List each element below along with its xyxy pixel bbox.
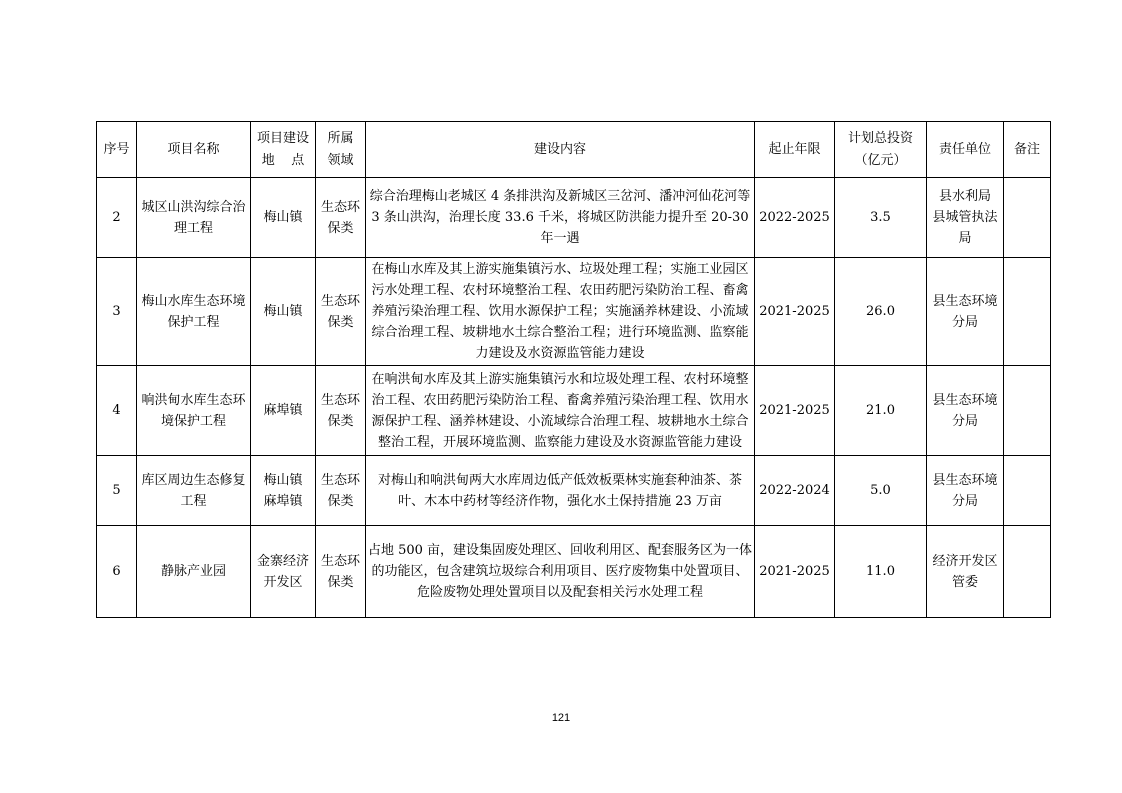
cell-remarks xyxy=(1004,456,1051,526)
table-row xyxy=(97,456,1051,526)
cell-investment: 11.0 xyxy=(835,526,927,618)
cell-seq: 4 xyxy=(97,366,137,456)
cell-field: 生态环 保类 xyxy=(316,178,366,258)
table-row xyxy=(97,178,1051,258)
cell-investment: 5.0 xyxy=(835,456,927,526)
cell-seq: 2 xyxy=(97,178,137,258)
header-content: 建设内容 xyxy=(366,122,755,178)
cell-content: 综合治理梅山老城区 4 条排洪沟及新城区三岔河、潘冲河仙花河等 3 条山洪沟，治理长度 33.6 千米，将城区防洪能力提升至 20-30 年一遇 xyxy=(366,178,755,258)
cell-remarks xyxy=(1004,526,1051,618)
cell-unit: 县生态环境 分局 xyxy=(927,258,1004,366)
cell-unit: 县生态环境 分局 xyxy=(927,366,1004,456)
cell-seq: 3 xyxy=(97,258,137,366)
header-unit: 责任单位 xyxy=(927,122,1004,178)
cell-unit: 县生态环境 分局 xyxy=(927,456,1004,526)
header-field: 所属 领域 xyxy=(316,122,366,178)
cell-location: 金寨经济 开发区 xyxy=(251,526,316,618)
cell-location: 梅山镇 xyxy=(251,258,316,366)
page-number: 121 xyxy=(551,712,571,724)
cell-seq: 5 xyxy=(97,456,137,526)
header-period: 起止年限 xyxy=(755,122,835,178)
table-row xyxy=(97,258,1051,366)
cell-unit: 经济开发区 管委 xyxy=(927,526,1004,618)
cell-unit: 县水利局 县城管执法 局 xyxy=(927,178,1004,258)
cell-name: 响洪甸水库生态环 境保护工程 xyxy=(137,366,251,456)
cell-field: 生态环 保类 xyxy=(316,526,366,618)
header-name: 项目名称 xyxy=(137,122,251,178)
project-table xyxy=(96,121,1051,618)
cell-seq: 6 xyxy=(97,526,137,618)
cell-period: 2021-2025 xyxy=(755,526,835,618)
table-row xyxy=(97,526,1051,618)
cell-content: 在响洪甸水库及其上游实施集镇污水和垃圾处理工程、农村环境整治工程、农田药肥污染防治工程、畜禽养殖污染治理工程、饮用水源保护工程、涵养林建设、小流域综合治理工程、坡耕地水土综合整治工程，开展环境监测、监察能力建设及水资源监管能力建设 xyxy=(366,366,755,456)
cell-name: 静脉产业园 xyxy=(137,526,251,618)
cell-investment: 26.0 xyxy=(835,258,927,366)
header-location: 项目建设 地 点 xyxy=(251,122,316,178)
cell-field: 生态环 保类 xyxy=(316,456,366,526)
cell-field: 生态环 保类 xyxy=(316,258,366,366)
cell-location: 梅山镇 xyxy=(251,178,316,258)
table-row xyxy=(97,366,1051,456)
header-row xyxy=(97,122,1051,178)
cell-name: 城区山洪沟综合治 理工程 xyxy=(137,178,251,258)
cell-period: 2022-2024 xyxy=(755,456,835,526)
cell-location: 梅山镇 麻埠镇 xyxy=(251,456,316,526)
cell-name: 库区周边生态修复 工程 xyxy=(137,456,251,526)
header-seq: 序号 xyxy=(97,122,137,178)
cell-investment: 3.5 xyxy=(835,178,927,258)
cell-remarks xyxy=(1004,178,1051,258)
cell-field: 生态环 保类 xyxy=(316,366,366,456)
cell-location: 麻埠镇 xyxy=(251,366,316,456)
header-investment: 计划总投资 （亿元） xyxy=(835,122,927,178)
cell-content: 占地 500 亩，建设集固废处理区、回收利用区、配套服务区为一体的功能区，包含建筑垃圾综合利用项目、医疗废物集中处置项目、危险废物处理处置项目以及配套相关污水处理工程 xyxy=(366,526,755,618)
cell-investment: 21.0 xyxy=(835,366,927,456)
cell-remarks xyxy=(1004,366,1051,456)
cell-period: 2021-2025 xyxy=(755,258,835,366)
cell-period: 2021-2025 xyxy=(755,366,835,456)
cell-content: 对梅山和响洪甸两大水库周边低产低效板栗林实施套种油茶、茶叶、木本中药材等经济作物，强化水土保持措施 23 万亩 xyxy=(366,456,755,526)
cell-content: 在梅山水库及其上游实施集镇污水、垃圾处理工程；实施工业园区污水处理工程、农村环境整治工程、农田药肥污染防治工程、畜禽养殖污染治理工程、饮用水源保护工程；实施涵养林建设、小流域综合治理工程、坡耕地水土综合整治工程；进行环境监测、监察能力建设及水资源监管能力建设 xyxy=(366,258,755,366)
header-remarks: 备注 xyxy=(1004,122,1051,178)
cell-remarks xyxy=(1004,258,1051,366)
cell-period: 2022-2025 xyxy=(755,178,835,258)
cell-name: 梅山水库生态环境 保护工程 xyxy=(137,258,251,366)
